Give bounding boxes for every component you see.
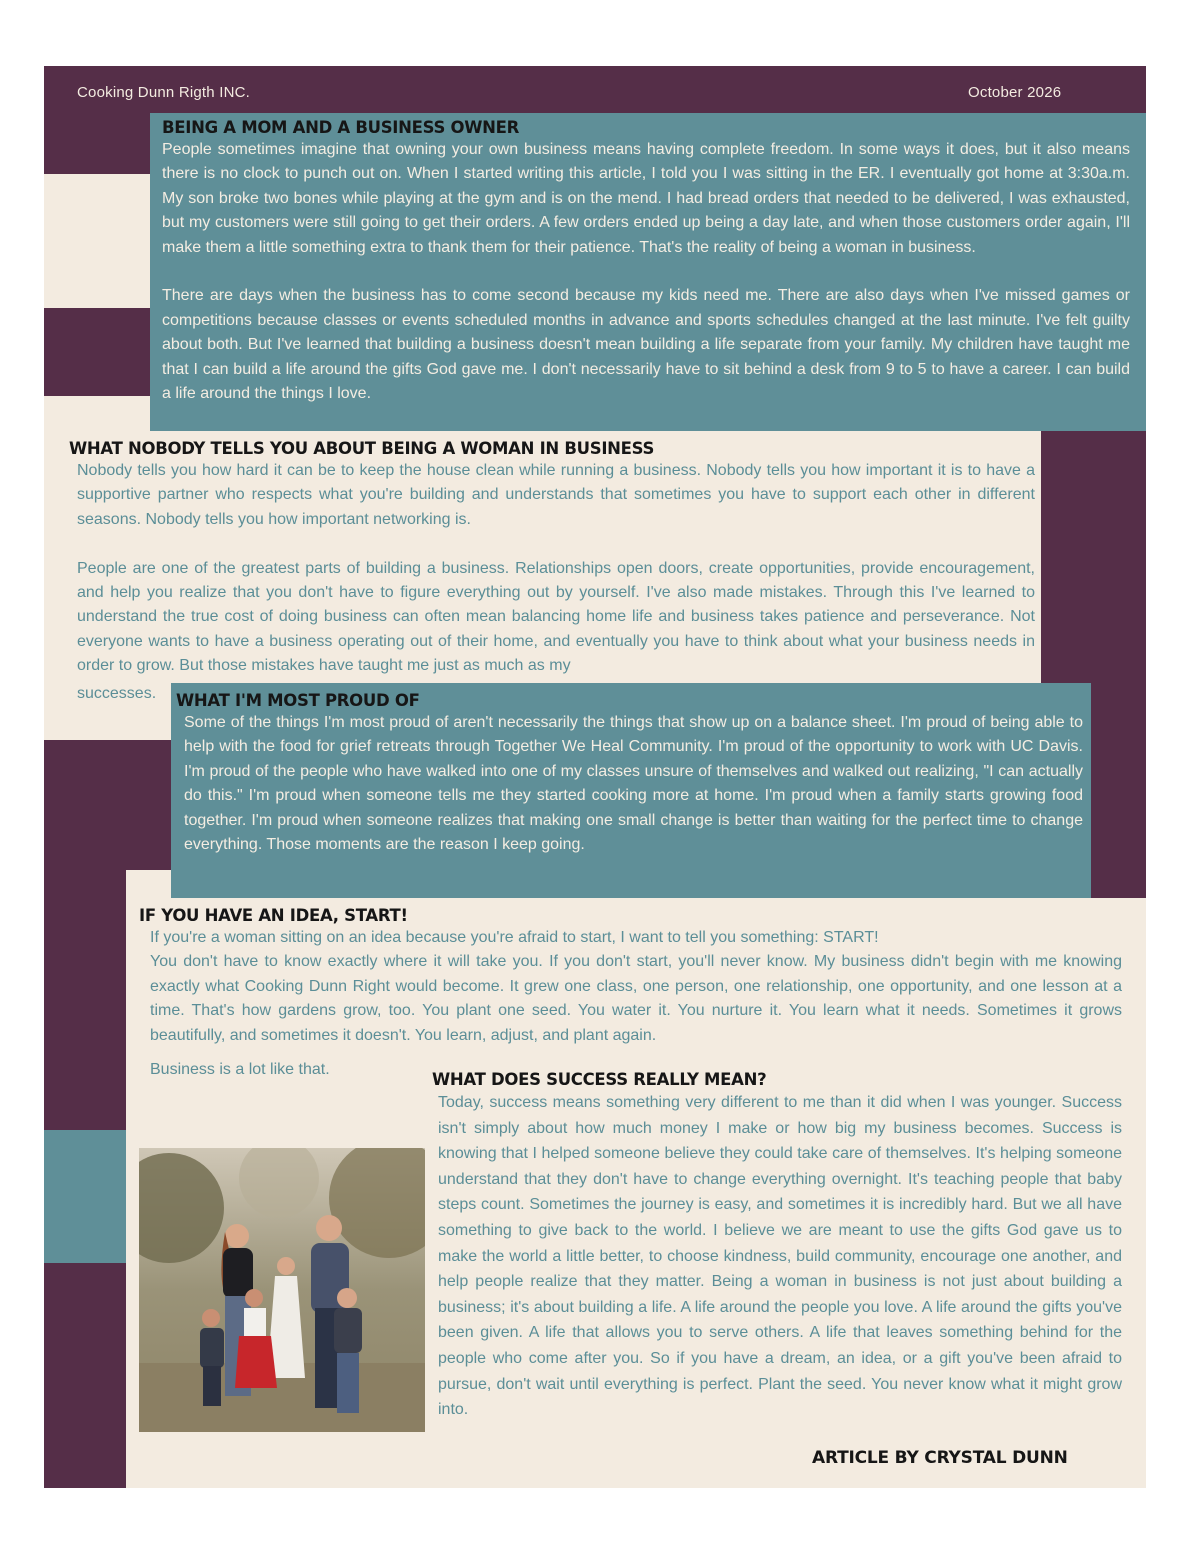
article-byline: ARTICLE BY CRYSTAL DUNN bbox=[812, 1448, 1068, 1468]
family-photo bbox=[139, 1148, 425, 1432]
left-plum-bar-4 bbox=[44, 870, 126, 1130]
paragraph-business-like-that: Business is a lot like that. bbox=[150, 1061, 330, 1078]
section-title: IF YOU HAVE AN IDEA, START! bbox=[139, 906, 408, 925]
left-cream-bar-1 bbox=[44, 174, 150, 308]
paragraph: People sometimes imagine that owning your own business means having complete freedom. In some ways it does, but it also means there is no clock to punch out on. When I started writing this article, I told you I was sitting in the ER. I eventually got home at 3:30a.m. My son broke two bones while playing at the gym and is on the mend. I had bread orders that needed to be delivered, I was exhausted, but my customers were still going to get their orders. A few orders ended up being a day late, and when those customers order again, I'll make them a little something extra to thank them for their patience. That's the reality of being a woman in business. bbox=[162, 141, 1130, 256]
section-body bbox=[184, 711, 1083, 857]
paragraph: Today, success means something very different to me than it did when I was younger. Success isn't simply about how much money I make or how big my business becomes. Success is knowing that I helped someone believe they could take care of themselves. It's helping someone understand that they don't have to change everything overnight. It's teaching people that baby steps count. Sometimes the journey is easy, and sometimes it is incredibly hard. But we all have something to give back to the world. I believe we are meant to use the gifts God gave us to make the world a little better, to choose kindness, build community, encourage one another, and help people realize that they matter. Being a woman in business is not just about building a business; it's about building a life. A life around the people you love. A life around the gifts you've been given. A life that allows you to serve others. A life that leaves something behind for the people who come after you. So if you have a dream, an idea, or a gift you've been afraid to pursue, don't wait until everything is perfect. Plant the seed. You never know what it might grow into. bbox=[438, 1094, 1122, 1419]
left-plum-bar-5 bbox=[44, 1263, 126, 1488]
section-most-proud bbox=[176, 691, 1083, 857]
paragraph: You don't have to know exactly where it will take you. If you don't start, you'll never know. My business didn't begin with me knowing exactly what Cooking Dunn Right would become. It grew one class, one person, one relationship, one opportunity, and one lesson at a time. That's how gardens grow, too. You plant one seed. You water it. You nurture it. You learn what it needs. Sometimes it grows beautifully, and sometimes it doesn't. You learn, adjust, and plant again. bbox=[150, 953, 1122, 1044]
paragraph: Some of the things I'm most proud of aren't necessarily the things that show up on a balance sheet. I'm proud of being able to help with the food for grief retreats through Together We Heal Community. I'm proud of the opportunity to work with UC Davis. I'm proud of the people who have walked into one of my classes unsure of themselves and walked out realizing, "I can actually do this." I'm proud when someone tells me they started cooking more at home. I'm proud when a family starts growing food together. I'm proud when someone realizes that making one small change is better than waiting for the perfect time to change everything. Those moments are the reason I keep going. bbox=[184, 714, 1083, 854]
section-title: WHAT I'M MOST PROUD OF bbox=[176, 691, 420, 710]
section-title: WHAT DOES SUCCESS REALLY MEAN? bbox=[432, 1070, 767, 1089]
paragraph: People are one of the greatest parts of building a business. Relationships open doors, create opportunities, provide encouragement, and help you realize that you don't have to figure everything out by yourself. I've also made mistakes. Through this I've learned to understand the true cost of doing business can often mean balancing home life and business takes patience and perseverance. Not everyone wants to have a business operating out of their home, and eventually you have to think about what your business needs in order to grow. But those mistakes have taught me just as much as my bbox=[77, 559, 1035, 675]
section-mom-business bbox=[162, 118, 1130, 406]
section-nobody-tells bbox=[69, 439, 1035, 679]
left-plum-bar-2 bbox=[44, 308, 150, 396]
left-plum-bar-3 bbox=[44, 740, 171, 870]
left-teal-bar bbox=[44, 1130, 126, 1263]
paragraph: Nobody tells you how hard it can be to keep the house clean while running a business. Nobody tells you how important it is to have a supportive partner who respects what you're building and understands that sometimes you have to support each other in different seasons. Nobody tells you how important networking is. bbox=[77, 462, 1035, 528]
company-name: Cooking Dunn Rigth INC. bbox=[77, 84, 251, 101]
paragraph-successes: successes. bbox=[77, 685, 157, 702]
right-plum-bar bbox=[1041, 431, 1146, 683]
section-body bbox=[150, 926, 1122, 1048]
paragraph: There are days when the business has to come second because my kids need me. There are also days when I've missed games or competitions because classes or events scheduled months in advance and sports schedules changed at the last minute. I've felt guilty about both. But I've learned that building a business doesn't mean building a life separate from your family. My children have taught me that I can build a life around the gifts God gave me. I don't necessarily have to sit behind a desk from 9 to 5 to have a career. I can build a life around the things I love. bbox=[162, 287, 1130, 403]
family-photo-icon bbox=[139, 1148, 425, 1432]
cream-strip-left bbox=[126, 870, 171, 898]
section-title: WHAT NOBODY TELLS YOU ABOUT BEING A WOMAN IN BUSINESS bbox=[69, 439, 655, 458]
left-cream-bar-2 bbox=[44, 396, 150, 432]
section-idea-start bbox=[139, 906, 1122, 1048]
section-title: BEING A MOM AND A BUSINESS OWNER bbox=[162, 118, 520, 137]
left-plum-bar-1 bbox=[44, 113, 150, 174]
section-body bbox=[77, 459, 1035, 679]
plum-bar-under-proud bbox=[1091, 683, 1146, 898]
section-body bbox=[438, 1090, 1122, 1423]
section-success bbox=[432, 1070, 1122, 1423]
paragraph: If you're a woman sitting on an idea because you're afraid to start, I want to tell you something: START! bbox=[150, 929, 879, 946]
section-body bbox=[162, 138, 1130, 406]
issue-date: October 2026 bbox=[968, 84, 1062, 101]
